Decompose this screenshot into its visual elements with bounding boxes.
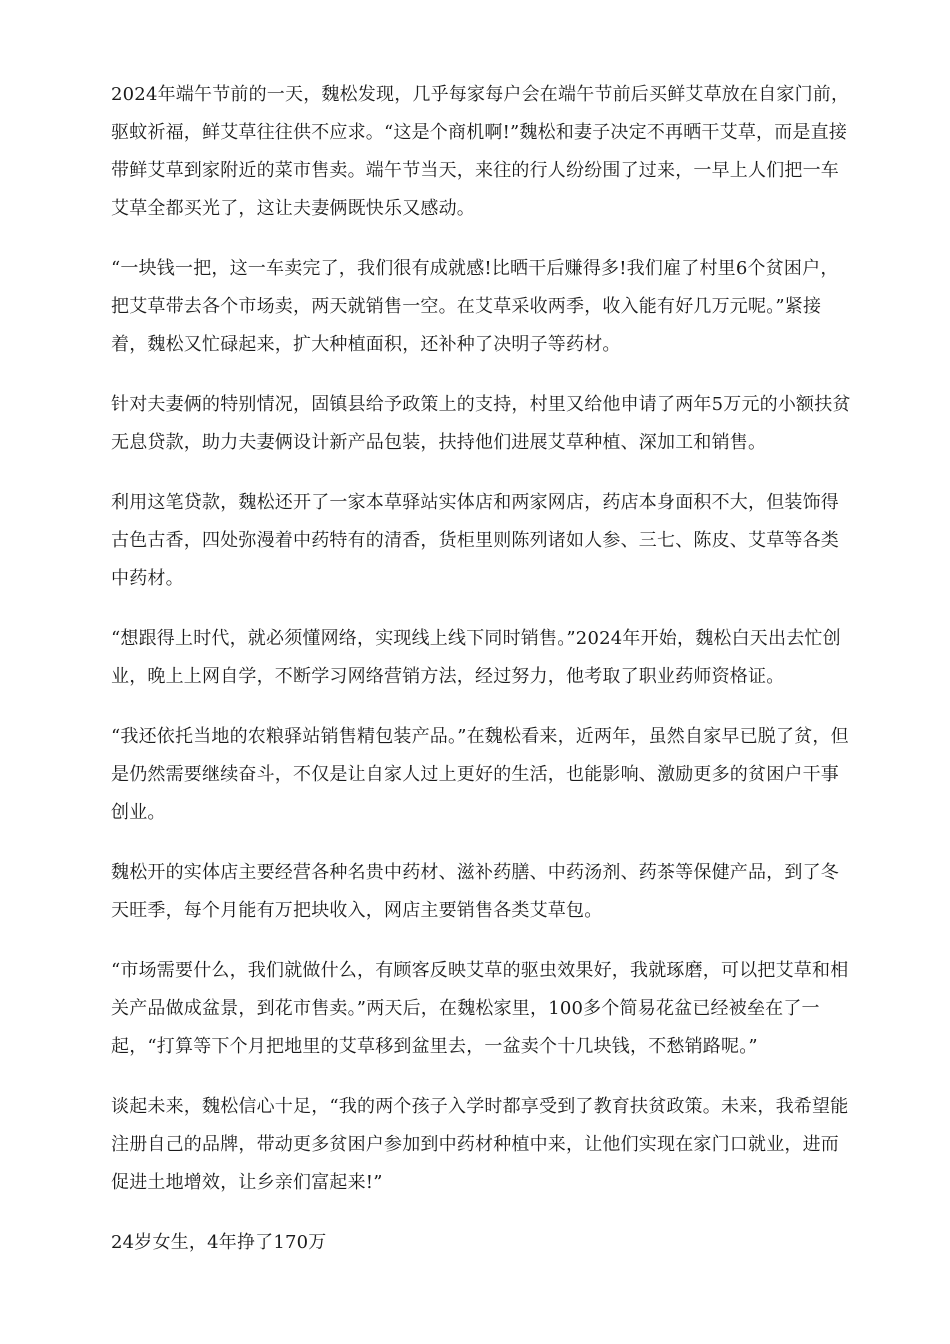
paragraph-2: “一块钱一把，这一车卖完了，我们很有成就感!比晒干后赚得多!我们雇了村里6个贫困户，把艾草带去各个市场卖，两天就销售一空。在艾草采收两季，收入能有好几万元呢。”紧接着，魏松又忙碌起来，扩大种植面积，还补种了决明子等药材。	[111, 258, 839, 355]
paragraph-7: 魏松开的实体店主要经营各种名贵中药材、滋补药膳、中药汤剂、药茶等保健产品，到了冬天旺季，每个月能有万把块收入，网店主要销售各类艾草包。	[111, 862, 839, 921]
paragraph-9: 谈起未来，魏松信心十足，“我的两个孩子入学时都享受到了教育扶贫政策。未来，我希望能注册自己的品牌，带动更多贫困户参加到中药材种植中来，让他们实现在家门口就业，进而促进土地增效，让乡亲们富起来!”	[111, 1096, 849, 1193]
paragraph-3: 针对夫妻俩的特别情况，固镇县给予政策上的支持，村里又给他申请了两年5万元的小额扶贫无息贷款，助力夫妻俩设计新产品包装，扶持他们进展艾草种植、深加工和销售。	[111, 394, 851, 453]
paragraph-6: “我还依托当地的农粮驿站销售精包装产品。”在魏松看来，近两年，虽然自家早已脱了贫，但是仍然需要继续奋斗，不仅是让自家人过上更好的生活，也能影响、激励更多的贫困户干事创业。	[111, 726, 849, 823]
paragraph-1: 2024年端午节前的一天，魏松发现，几乎每家每户会在端午节前后买鲜艾草放在自家门前，驱蚊祈福，鲜艾草往往供不应求。“这是个商机啊!”魏松和妻子决定不再晒干艾草，而是直接带鲜艾草到家附近的菜市售卖。端午节当天，来往的行人纷纷围了过来，一早上人们把一车艾草全都买光了，这让夫妻俩既快乐又感动。	[111, 84, 850, 219]
paragraph-4: 利用这笔贷款，魏松还开了一家本草驿站实体店和两家网店，药店本身面积不大，但装饰得古色古香，四处弥漫着中药特有的清香，货柜里则陈列诸如人参、三七、陈皮、艾草等各类中药材。	[111, 492, 839, 589]
paragraph-5: “想跟得上时代，就必须懂网络，实现线上线下同时销售。”2024年开始，魏松白天出去忙创业，晚上上网自学，不断学习网络营销方法，经过努力，他考取了职业药师资格证。	[111, 628, 841, 687]
paragraph-8: “市场需要什么，我们就做什么，有顾客反映艾草的驱虫效果好，我就琢磨，可以把艾草和相关产品做成盆景，到花市售卖。”两天后，在魏松家里，100多个简易花盆已经被垒在了一起，“打算等下个月把地里的艾草移到盆里去，一盆卖个十几块钱，不愁销路呢。”	[111, 960, 849, 1057]
section-heading: 24岁女生，4年挣了170万	[111, 1232, 327, 1253]
